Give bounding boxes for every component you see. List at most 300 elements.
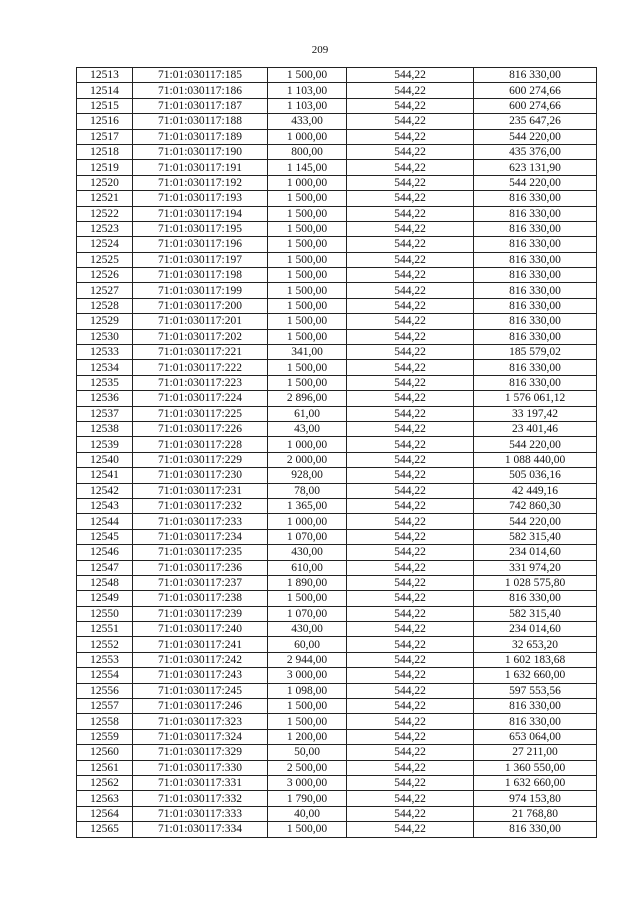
cadastral-number-cell: 71:01:030117:196 [133, 237, 268, 252]
rate-cell: 544,22 [347, 498, 474, 513]
rate-cell: 544,22 [347, 760, 474, 775]
cadastral-number-cell: 71:01:030117:188 [133, 114, 268, 129]
row-number-cell: 12561 [77, 760, 133, 775]
rate-cell: 544,22 [347, 283, 474, 298]
cadastral-number-cell: 71:01:030117:241 [133, 637, 268, 652]
rate-cell: 544,22 [347, 683, 474, 698]
table-row [77, 729, 597, 744]
value-cell: 27 211,00 [474, 745, 597, 760]
cadastral-number-cell: 71:01:030117:195 [133, 221, 268, 236]
rate-cell: 544,22 [347, 637, 474, 652]
row-number-cell: 12527 [77, 283, 133, 298]
row-number-cell: 12516 [77, 114, 133, 129]
cadastral-number-cell: 71:01:030117:234 [133, 529, 268, 544]
cadastral-number-cell: 71:01:030117:237 [133, 575, 268, 590]
cadastral-number-cell: 71:01:030117:334 [133, 822, 268, 837]
page-number: 209 [311, 44, 329, 56]
cadastral-number-cell: 71:01:030117:189 [133, 129, 268, 144]
row-number-cell: 12538 [77, 421, 133, 436]
area-cell: 1 500,00 [268, 591, 347, 606]
area-cell: 1 790,00 [268, 791, 347, 806]
value-cell: 1 088 440,00 [474, 452, 597, 467]
rate-cell: 544,22 [347, 560, 474, 575]
cadastral-number-cell: 71:01:030117:223 [133, 375, 268, 390]
value-cell: 600 274,66 [474, 98, 597, 113]
table-row [77, 144, 597, 159]
cadastral-number-cell: 71:01:030117:240 [133, 622, 268, 637]
table-row [77, 575, 597, 590]
value-cell: 23 401,46 [474, 421, 597, 436]
cadastral-number-cell: 71:01:030117:187 [133, 98, 268, 113]
value-cell: 32 653,20 [474, 637, 597, 652]
table-row [77, 822, 597, 837]
table-row [77, 191, 597, 206]
row-number-cell: 12562 [77, 775, 133, 790]
area-cell: 1 500,00 [268, 237, 347, 252]
rate-cell: 544,22 [347, 268, 474, 283]
table-row [77, 529, 597, 544]
cadastral-number-cell: 71:01:030117:239 [133, 606, 268, 621]
cadastral-number-cell: 71:01:030117:221 [133, 345, 268, 360]
area-cell: 3 000,00 [268, 775, 347, 790]
row-number-cell: 12550 [77, 606, 133, 621]
row-number-cell: 12525 [77, 252, 133, 267]
cadastral-table [76, 67, 597, 838]
area-cell: 1 500,00 [268, 329, 347, 344]
area-cell: 2 500,00 [268, 760, 347, 775]
area-cell: 1 365,00 [268, 498, 347, 513]
area-cell: 1 000,00 [268, 514, 347, 529]
area-cell: 1 145,00 [268, 160, 347, 175]
table-row [77, 775, 597, 790]
value-cell: 1 576 061,12 [474, 391, 597, 406]
cadastral-number-cell: 71:01:030117:226 [133, 421, 268, 436]
area-cell: 1 500,00 [268, 268, 347, 283]
table-row [77, 791, 597, 806]
rate-cell: 544,22 [347, 775, 474, 790]
row-number-cell: 12546 [77, 545, 133, 560]
area-cell: 1 890,00 [268, 575, 347, 590]
row-number-cell: 12560 [77, 745, 133, 760]
rate-cell: 544,22 [347, 144, 474, 159]
area-cell: 2 000,00 [268, 452, 347, 467]
rate-cell: 544,22 [347, 191, 474, 206]
row-number-cell: 12515 [77, 98, 133, 113]
rate-cell: 544,22 [347, 468, 474, 483]
cadastral-number-cell: 71:01:030117:232 [133, 498, 268, 513]
value-cell: 653 064,00 [474, 729, 597, 744]
area-cell: 43,00 [268, 421, 347, 436]
rate-cell: 544,22 [347, 114, 474, 129]
area-cell: 1 500,00 [268, 221, 347, 236]
rate-cell: 544,22 [347, 668, 474, 683]
row-number-cell: 12557 [77, 699, 133, 714]
rate-cell: 544,22 [347, 699, 474, 714]
cadastral-number-cell: 71:01:030117:230 [133, 468, 268, 483]
table-row [77, 252, 597, 267]
area-cell: 1 000,00 [268, 437, 347, 452]
area-cell: 1 500,00 [268, 822, 347, 837]
area-cell: 430,00 [268, 545, 347, 560]
cadastral-number-cell: 71:01:030117:229 [133, 452, 268, 467]
row-number-cell: 12549 [77, 591, 133, 606]
area-cell: 3 000,00 [268, 668, 347, 683]
row-number-cell: 12529 [77, 314, 133, 329]
area-cell: 1 500,00 [268, 699, 347, 714]
area-cell: 1 500,00 [268, 252, 347, 267]
value-cell: 33 197,42 [474, 406, 597, 421]
cadastral-number-cell: 71:01:030117:332 [133, 791, 268, 806]
area-cell: 1 500,00 [268, 375, 347, 390]
table-row [77, 760, 597, 775]
table-row [77, 160, 597, 175]
row-number-cell: 12554 [77, 668, 133, 683]
cadastral-number-cell: 71:01:030117:200 [133, 298, 268, 313]
table-row [77, 375, 597, 390]
cadastral-number-cell: 71:01:030117:186 [133, 83, 268, 98]
table-row [77, 652, 597, 667]
area-cell: 341,00 [268, 345, 347, 360]
cadastral-number-cell: 71:01:030117:245 [133, 683, 268, 698]
area-cell: 1 500,00 [268, 206, 347, 221]
cadastral-number-cell: 71:01:030117:231 [133, 483, 268, 498]
table-row [77, 437, 597, 452]
value-cell: 582 315,40 [474, 606, 597, 621]
rate-cell: 544,22 [347, 252, 474, 267]
area-cell: 800,00 [268, 144, 347, 159]
table-row [77, 175, 597, 190]
row-number-cell: 12514 [77, 83, 133, 98]
row-number-cell: 12553 [77, 652, 133, 667]
table-row [77, 283, 597, 298]
cadastral-number-cell: 71:01:030117:190 [133, 144, 268, 159]
cadastral-number-cell: 71:01:030117:329 [133, 745, 268, 760]
area-cell: 1 000,00 [268, 175, 347, 190]
table-row [77, 714, 597, 729]
table-row [77, 637, 597, 652]
table-row [77, 221, 597, 236]
table-row [77, 622, 597, 637]
area-cell: 610,00 [268, 560, 347, 575]
rate-cell: 544,22 [347, 652, 474, 667]
value-cell: 544 220,00 [474, 129, 597, 144]
area-cell: 1 500,00 [268, 714, 347, 729]
row-number-cell: 12565 [77, 822, 133, 837]
cadastral-number-cell: 71:01:030117:228 [133, 437, 268, 452]
table-row [77, 114, 597, 129]
value-cell: 42 449,16 [474, 483, 597, 498]
cadastral-number-cell: 71:01:030117:246 [133, 699, 268, 714]
rate-cell: 544,22 [347, 329, 474, 344]
row-number-cell: 12541 [77, 468, 133, 483]
rate-cell: 544,22 [347, 98, 474, 113]
rate-cell: 544,22 [347, 298, 474, 313]
cadastral-number-cell: 71:01:030117:198 [133, 268, 268, 283]
rate-cell: 544,22 [347, 806, 474, 821]
value-cell: 544 220,00 [474, 175, 597, 190]
table-row [77, 745, 597, 760]
area-cell: 1 000,00 [268, 129, 347, 144]
table-row [77, 806, 597, 821]
value-cell: 597 553,56 [474, 683, 597, 698]
row-number-cell: 12559 [77, 729, 133, 744]
row-number-cell: 12556 [77, 683, 133, 698]
row-number-cell: 12524 [77, 237, 133, 252]
row-number-cell: 12544 [77, 514, 133, 529]
row-number-cell: 12534 [77, 360, 133, 375]
value-cell: 816 330,00 [474, 714, 597, 729]
cadastral-number-cell: 71:01:030117:202 [133, 329, 268, 344]
table-row [77, 391, 597, 406]
row-number-cell: 12530 [77, 329, 133, 344]
cadastral-number-cell: 71:01:030117:233 [133, 514, 268, 529]
value-cell: 816 330,00 [474, 314, 597, 329]
value-cell: 435 376,00 [474, 144, 597, 159]
table-row [77, 606, 597, 621]
row-number-cell: 12540 [77, 452, 133, 467]
row-number-cell: 12548 [77, 575, 133, 590]
table-row [77, 498, 597, 513]
value-cell: 816 330,00 [474, 329, 597, 344]
cadastral-number-cell: 71:01:030117:236 [133, 560, 268, 575]
value-cell: 1 028 575,80 [474, 575, 597, 590]
value-cell: 234 014,60 [474, 545, 597, 560]
cadastral-number-cell: 71:01:030117:243 [133, 668, 268, 683]
cadastral-number-cell: 71:01:030117:222 [133, 360, 268, 375]
table-row [77, 406, 597, 421]
value-cell: 21 768,80 [474, 806, 597, 821]
value-cell: 816 330,00 [474, 360, 597, 375]
row-number-cell: 12536 [77, 391, 133, 406]
cadastral-number-cell: 71:01:030117:199 [133, 283, 268, 298]
value-cell: 816 330,00 [474, 591, 597, 606]
cadastral-number-cell: 71:01:030117:194 [133, 206, 268, 221]
area-cell: 433,00 [268, 114, 347, 129]
value-cell: 1 632 660,00 [474, 775, 597, 790]
value-cell: 816 330,00 [474, 268, 597, 283]
value-cell: 816 330,00 [474, 221, 597, 236]
cadastral-number-cell: 71:01:030117:330 [133, 760, 268, 775]
cadastral-number-cell: 71:01:030117:225 [133, 406, 268, 421]
row-number-cell: 12547 [77, 560, 133, 575]
value-cell: 1 360 550,00 [474, 760, 597, 775]
rate-cell: 544,22 [347, 375, 474, 390]
table-row [77, 699, 597, 714]
cadastral-number-cell: 71:01:030117:224 [133, 391, 268, 406]
rate-cell: 544,22 [347, 83, 474, 98]
value-cell: 234 014,60 [474, 622, 597, 637]
value-cell: 974 153,80 [474, 791, 597, 806]
value-cell: 582 315,40 [474, 529, 597, 544]
value-cell: 623 131,90 [474, 160, 597, 175]
value-cell: 505 036,16 [474, 468, 597, 483]
rate-cell: 544,22 [347, 437, 474, 452]
cadastral-number-cell: 71:01:030117:201 [133, 314, 268, 329]
rate-cell: 544,22 [347, 314, 474, 329]
area-cell: 928,00 [268, 468, 347, 483]
row-number-cell: 12552 [77, 637, 133, 652]
row-number-cell: 12520 [77, 175, 133, 190]
rate-cell: 544,22 [347, 360, 474, 375]
area-cell: 1 500,00 [268, 283, 347, 298]
rate-cell: 544,22 [347, 745, 474, 760]
table-row [77, 514, 597, 529]
cadastral-number-cell: 71:01:030117:197 [133, 252, 268, 267]
area-cell: 1 500,00 [268, 68, 347, 83]
value-cell: 544 220,00 [474, 437, 597, 452]
rate-cell: 544,22 [347, 221, 474, 236]
rate-cell: 544,22 [347, 129, 474, 144]
rate-cell: 544,22 [347, 68, 474, 83]
value-cell: 1 632 660,00 [474, 668, 597, 683]
value-cell: 816 330,00 [474, 822, 597, 837]
table-row [77, 591, 597, 606]
row-number-cell: 12558 [77, 714, 133, 729]
cadastral-number-cell: 71:01:030117:323 [133, 714, 268, 729]
row-number-cell: 12522 [77, 206, 133, 221]
rate-cell: 544,22 [347, 545, 474, 560]
cadastral-number-cell: 71:01:030117:191 [133, 160, 268, 175]
table-row [77, 468, 597, 483]
row-number-cell: 12521 [77, 191, 133, 206]
rate-cell: 544,22 [347, 160, 474, 175]
row-number-cell: 12551 [77, 622, 133, 637]
row-number-cell: 12533 [77, 345, 133, 360]
area-cell: 1 103,00 [268, 98, 347, 113]
area-cell: 1 500,00 [268, 360, 347, 375]
row-number-cell: 12528 [77, 298, 133, 313]
area-cell: 1 500,00 [268, 191, 347, 206]
rate-cell: 544,22 [347, 406, 474, 421]
value-cell: 816 330,00 [474, 206, 597, 221]
cadastral-number-cell: 71:01:030117:238 [133, 591, 268, 606]
area-cell: 1 070,00 [268, 606, 347, 621]
area-cell: 78,00 [268, 483, 347, 498]
table-row [77, 68, 597, 83]
rate-cell: 544,22 [347, 514, 474, 529]
table-row [77, 421, 597, 436]
cadastral-number-cell: 71:01:030117:331 [133, 775, 268, 790]
table-row [77, 206, 597, 221]
rate-cell: 544,22 [347, 822, 474, 837]
row-number-cell: 12526 [77, 268, 133, 283]
value-cell: 235 647,26 [474, 114, 597, 129]
rate-cell: 544,22 [347, 421, 474, 436]
table-row [77, 237, 597, 252]
table-row [77, 345, 597, 360]
rate-cell: 544,22 [347, 622, 474, 637]
area-cell: 2 896,00 [268, 391, 347, 406]
cadastral-number-cell: 71:01:030117:242 [133, 652, 268, 667]
cadastral-number-cell: 71:01:030117:185 [133, 68, 268, 83]
area-cell: 40,00 [268, 806, 347, 821]
row-number-cell: 12564 [77, 806, 133, 821]
area-cell: 1 070,00 [268, 529, 347, 544]
value-cell: 600 274,66 [474, 83, 597, 98]
value-cell: 816 330,00 [474, 298, 597, 313]
area-cell: 1 098,00 [268, 683, 347, 698]
value-cell: 1 602 183,68 [474, 652, 597, 667]
table-row [77, 298, 597, 313]
table-row [77, 560, 597, 575]
row-number-cell: 12518 [77, 144, 133, 159]
table-row [77, 360, 597, 375]
row-number-cell: 12537 [77, 406, 133, 421]
rate-cell: 544,22 [347, 791, 474, 806]
table-row [77, 83, 597, 98]
value-cell: 742 860,30 [474, 498, 597, 513]
area-cell: 1 200,00 [268, 729, 347, 744]
area-cell: 60,00 [268, 637, 347, 652]
value-cell: 816 330,00 [474, 699, 597, 714]
cadastral-number-cell: 71:01:030117:235 [133, 545, 268, 560]
rate-cell: 544,22 [347, 606, 474, 621]
area-cell: 1 500,00 [268, 298, 347, 313]
table-row [77, 545, 597, 560]
table-row [77, 329, 597, 344]
value-cell: 816 330,00 [474, 252, 597, 267]
cadastral-number-cell: 71:01:030117:192 [133, 175, 268, 190]
table-body [77, 68, 597, 838]
area-cell: 1 500,00 [268, 314, 347, 329]
value-cell: 331 974,20 [474, 560, 597, 575]
area-cell: 430,00 [268, 622, 347, 637]
rate-cell: 544,22 [347, 206, 474, 221]
row-number-cell: 12535 [77, 375, 133, 390]
table-row [77, 129, 597, 144]
table-row [77, 483, 597, 498]
row-number-cell: 12543 [77, 498, 133, 513]
row-number-cell: 12545 [77, 529, 133, 544]
rate-cell: 544,22 [347, 237, 474, 252]
row-number-cell: 12539 [77, 437, 133, 452]
cadastral-number-cell: 71:01:030117:193 [133, 191, 268, 206]
row-number-cell: 12542 [77, 483, 133, 498]
value-cell: 185 579,02 [474, 345, 597, 360]
cadastral-number-cell: 71:01:030117:324 [133, 729, 268, 744]
area-cell: 1 103,00 [268, 83, 347, 98]
row-number-cell: 12513 [77, 68, 133, 83]
row-number-cell: 12519 [77, 160, 133, 175]
rate-cell: 544,22 [347, 345, 474, 360]
value-cell: 816 330,00 [474, 283, 597, 298]
row-number-cell: 12523 [77, 221, 133, 236]
value-cell: 816 330,00 [474, 375, 597, 390]
table-row [77, 452, 597, 467]
rate-cell: 544,22 [347, 483, 474, 498]
value-cell: 816 330,00 [474, 237, 597, 252]
rate-cell: 544,22 [347, 729, 474, 744]
cadastral-number-cell: 71:01:030117:333 [133, 806, 268, 821]
table-row [77, 98, 597, 113]
value-cell: 816 330,00 [474, 68, 597, 83]
rate-cell: 544,22 [347, 714, 474, 729]
area-cell: 2 944,00 [268, 652, 347, 667]
area-cell: 61,00 [268, 406, 347, 421]
rate-cell: 544,22 [347, 575, 474, 590]
table-row [77, 314, 597, 329]
row-number-cell: 12517 [77, 129, 133, 144]
table-row [77, 683, 597, 698]
row-number-cell: 12563 [77, 791, 133, 806]
rate-cell: 544,22 [347, 391, 474, 406]
area-cell: 50,00 [268, 745, 347, 760]
rate-cell: 544,22 [347, 452, 474, 467]
value-cell: 544 220,00 [474, 514, 597, 529]
rate-cell: 544,22 [347, 591, 474, 606]
table-row [77, 268, 597, 283]
rate-cell: 544,22 [347, 175, 474, 190]
